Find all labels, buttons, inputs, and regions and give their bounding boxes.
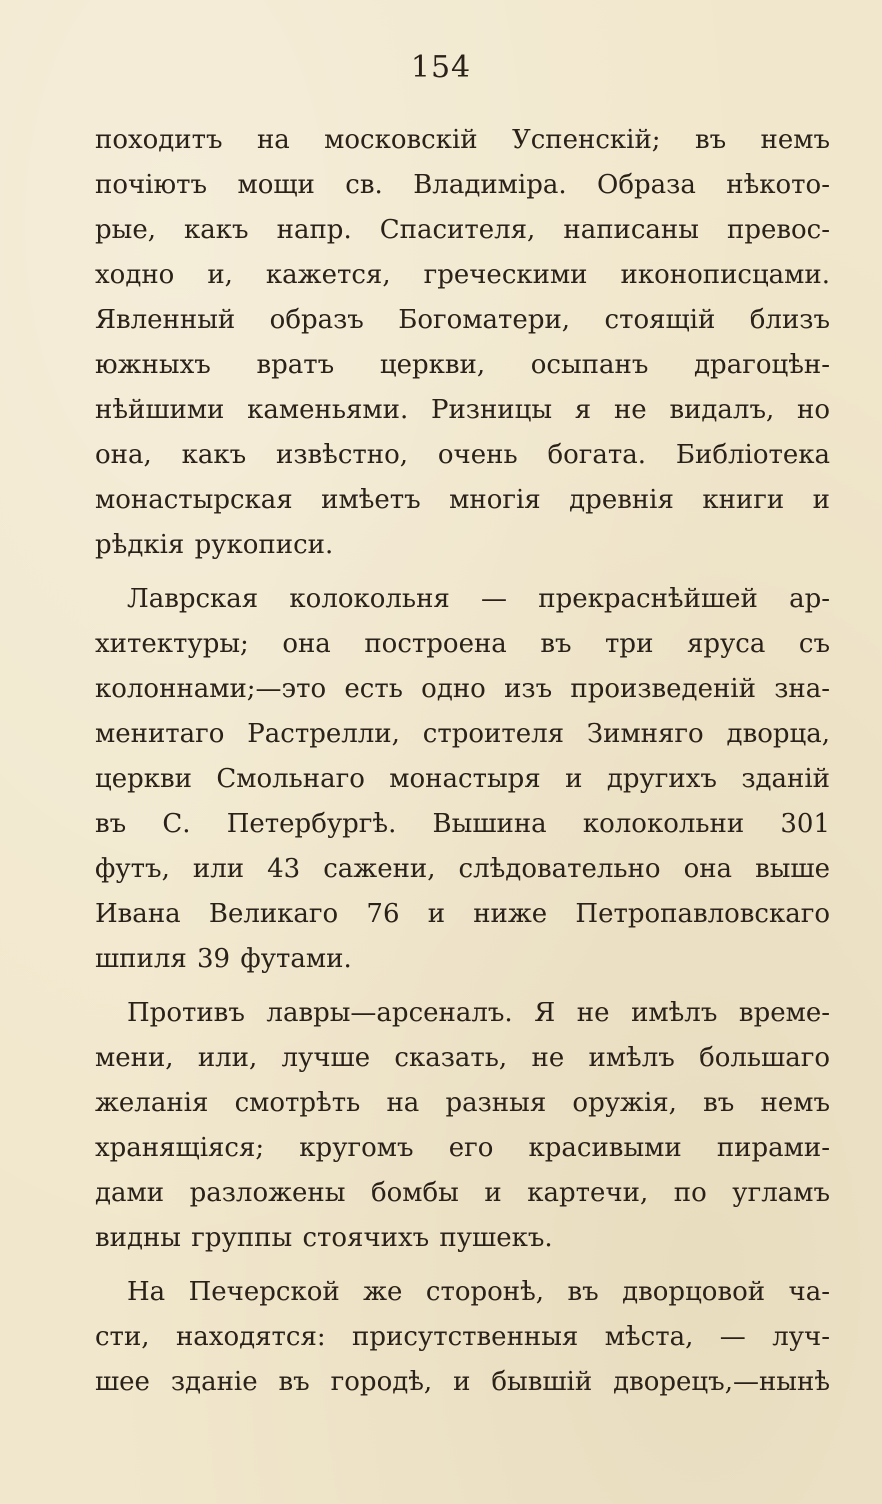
text-line: рѣдкія рукописи. (95, 530, 334, 560)
text-line: шпиля 39 футами. (95, 944, 352, 974)
text-line: Ивана Великаго 76 и ниже Петропавловскаго (95, 899, 830, 929)
paragraph-4 (95, 1270, 830, 1405)
text-line: монастырская имѣетъ многія древнія книги и (95, 485, 830, 515)
text-line: хитектуры; она построена въ три яруса съ (95, 629, 830, 659)
text-line: церкви Смольнаго монастыря и другихъ зданій (95, 764, 830, 794)
paragraph-3 (95, 991, 830, 1261)
text-line: нѣйшими каменьями. Ризницы я не видалъ, но (95, 395, 830, 425)
text-line: южныхъ вратъ церкви, осыпанъ драгоцѣн- (95, 350, 830, 380)
text-line: она, какъ извѣстно, очень богата. Библіотека (95, 440, 830, 470)
text-line: почіютъ мощи св. Владиміра. Образа нѣкото- (95, 170, 830, 200)
text-line: походитъ на московскій Успенскій; въ немъ (95, 125, 830, 155)
page-body (95, 118, 830, 1405)
text-line: футъ, или 43 сажени, слѣдовательно она выше (95, 854, 830, 884)
text-line: сти, находятся: присутственныя мѣста, — луч- (95, 1322, 830, 1352)
text-line: колоннами;—это есть одно изъ произведеній зна- (95, 674, 830, 704)
text-line: ходно и, кажется, греческими иконописцами. (95, 260, 830, 290)
paragraph-1 (95, 118, 830, 568)
text-line: шее зданіе въ городѣ, и бывшій дворецъ,—нынѣ (95, 1367, 830, 1397)
text-line: Явленный образъ Богоматери, стоящій близъ (95, 305, 830, 335)
text-line: дами разложены бомбы и картечи, по угламъ (95, 1178, 830, 1208)
text-line: рые, какъ напр. Спасителя, написаны превос- (95, 215, 830, 245)
text-line: въ С. Петербургѣ. Вышина колокольни 301 (95, 809, 830, 839)
text-line: желанія смотрѣть на разныя оружія, въ немъ (95, 1088, 830, 1118)
text-line: Противъ лавры—арсеналъ. Я не имѣлъ време- (127, 998, 830, 1028)
text-line: мени, или, лучше сказать, не имѣлъ большаго (95, 1043, 830, 1073)
text-line: Лаврская колокольня — прекраснѣйшей ар- (127, 584, 830, 614)
text-line: видны группы стоячихъ пушекъ. (95, 1223, 553, 1253)
text-line: хранящіяся; кругомъ его красивыми пирами- (95, 1133, 830, 1163)
text-line: На Печерской же сторонѣ, въ дворцовой ча- (127, 1277, 830, 1307)
paragraph-2 (95, 577, 830, 982)
page-number: 154 (410, 50, 472, 85)
text-line: менитаго Растрелли, строителя Зимняго дворца, (95, 719, 830, 749)
